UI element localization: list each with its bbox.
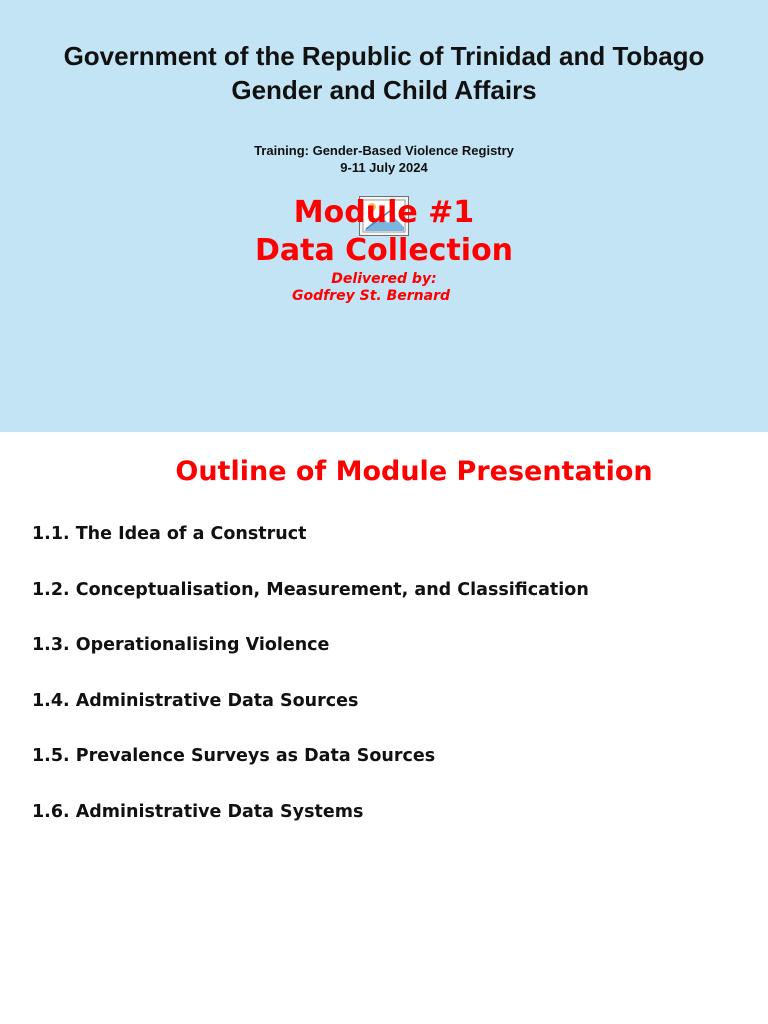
outline-item: 1.4. Administrative Data Sources: [32, 690, 359, 711]
module-number: Module #1: [293, 195, 475, 230]
delivered-by-label: Delivered by:: [331, 271, 437, 287]
training-title: Training: Gender-Based Violence Registry: [254, 143, 514, 158]
outline-item: 1.5. Prevalence Surveys as Data Sources: [32, 746, 436, 766]
module-title: Data Collection: [254, 233, 514, 268]
outline-item: 1.3. Operationalising Violence: [32, 635, 330, 655]
presenter-name: Godfrey St. Bernard: [292, 288, 450, 304]
outline-item: 1.6. Administrative Data Systems: [32, 801, 364, 822]
title-slide: [0, 0, 768, 432]
outline-title: Outline of Module Presentation: [175, 456, 653, 487]
organization-line-2: Gender and Child Affairs: [231, 75, 537, 105]
training-dates: 9-11 July 2024: [340, 160, 428, 175]
outline-item: 1.1. The Idea of a Construct: [32, 524, 307, 544]
outline-item: 1.2. Conceptualisation, Measurement, and Classification: [32, 579, 589, 600]
outline-list: [32, 522, 589, 855]
organization-line-1: Government of the Republic of Trinidad and Tobago: [63, 41, 705, 71]
